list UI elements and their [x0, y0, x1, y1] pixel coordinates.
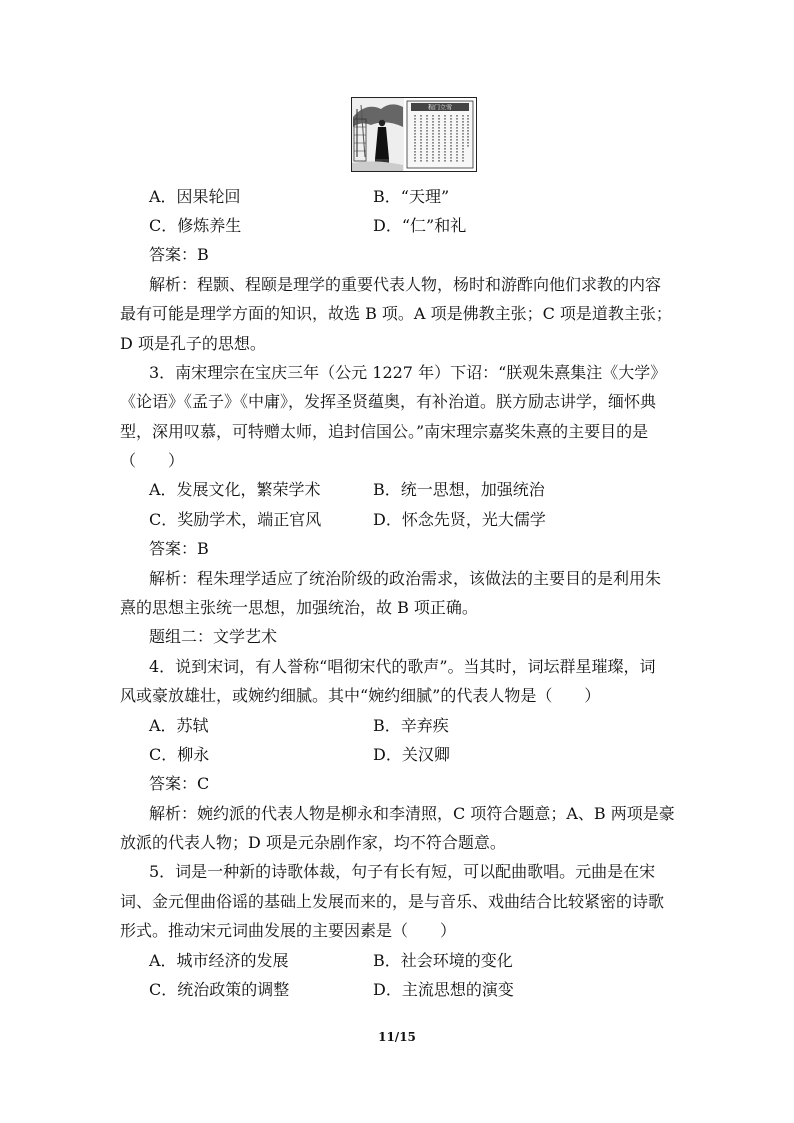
q2-analysis-line-1: 解析：程颢、程颐是理学的重要代表人物，杨时和游酢向他们求教的内容 [149, 275, 662, 294]
q2-option-c: C．修炼养生 [149, 216, 242, 235]
group-title: 题组二：文学艺术 [149, 627, 278, 646]
q4-option-d: D．关汉卿 [373, 745, 450, 764]
page-number: 11/15 [378, 1030, 416, 1044]
q5-option-c: C．统治政策的调整 [149, 980, 290, 999]
q3-stem-line-2: 《论语》《孟子》《中庸》，发挥圣贤蕴奥，有补治道。朕方励志讲学，缅怀典 [120, 392, 657, 411]
q3-analysis-line-2: 熹的思想主张统一思想，加强统治，故 B 项正确。 [120, 598, 478, 617]
q4-option-b: B．辛弃疾 [373, 716, 449, 735]
q3-analysis-line-1: 解析：程朱理学适应了统治阶级的政治需求，该做法的主要目的是利用朱 [149, 569, 662, 588]
figure-banner-text: 程门立雪 [427, 104, 453, 112]
q5-option-b: B．社会环境的变化 [373, 951, 513, 970]
q2-option-a: A．因果轮回 [149, 187, 241, 206]
q2-analysis-line-3: D 项是孔子的思想。 [120, 334, 266, 353]
q5-stem-line-3: 形式。推动宋元词曲发展的主要因素是（ ） [120, 921, 457, 940]
q3-option-b: B．统一思想，加强统治 [373, 480, 545, 499]
q5-option-a: A．城市经济的发展 [149, 951, 289, 970]
q4-stem-line-2: 风或豪放雄壮，或婉约细腻。其中“婉约细腻”的代表人物是（ ） [120, 686, 601, 705]
q3-stem-line-3: 型，深用叹慕，可特赠太师，追封信国公。”南宋理宗嘉奖朱熹的主要目的是 [120, 422, 649, 441]
q4-analysis-line-1: 解析：婉约派的代表人物是柳永和李清照，C 项符合题意；A、B 两项是豪 [149, 804, 675, 823]
q2-option-d: D．“仁”和礼 [373, 216, 467, 235]
q2-analysis-line-2: 最有可能是理学方面的知识，故选 B 项。A 项是佛教主张；C 项是道教主张； [120, 304, 672, 323]
q3-option-c: C．奖励学术，端正官风 [149, 510, 322, 529]
q5-option-d: D．主流思想的演变 [373, 980, 514, 999]
q3-option-a: A．发展文化，繁荣学术 [149, 480, 321, 499]
illustration-chengmen-lixue [351, 97, 477, 172]
q3-answer: 答案：B [149, 539, 209, 558]
q4-analysis-line-2: 放派的代表人物；D 项是元杂剧作家，均不符合题意。 [120, 833, 506, 852]
q3-stem-line-1: 3．南宋理宗在宝庆三年（公元 1227 年）下诏：“朕观朱熹集注《大学》 [149, 363, 667, 382]
q5-stem-line-1: 5．词是一种新的诗歌体裁，句子有长有短，可以配曲歌唱。元曲是在宋 [149, 862, 656, 881]
q2-option-b: B．“天理” [373, 187, 450, 206]
q3-option-d: D．怀念先贤，光大儒学 [373, 510, 546, 529]
q4-answer: 答案：C [149, 774, 210, 793]
q2-answer: 答案：B [149, 245, 209, 264]
q4-stem-line-1: 4．说到宋词，有人誉称“唱彻宋代的歌声”。当其时，词坛群星璀璨，词 [149, 657, 656, 676]
q4-option-c: C．柳永 [149, 745, 210, 764]
q4-option-a: A．苏轼 [149, 716, 209, 735]
q3-stem-line-4: （ ） [120, 451, 185, 470]
q5-stem-line-2: 词、金元俚曲俗谣的基础上发展而来的，是与音乐、戏曲结合比较紧密的诗歌 [120, 892, 665, 911]
